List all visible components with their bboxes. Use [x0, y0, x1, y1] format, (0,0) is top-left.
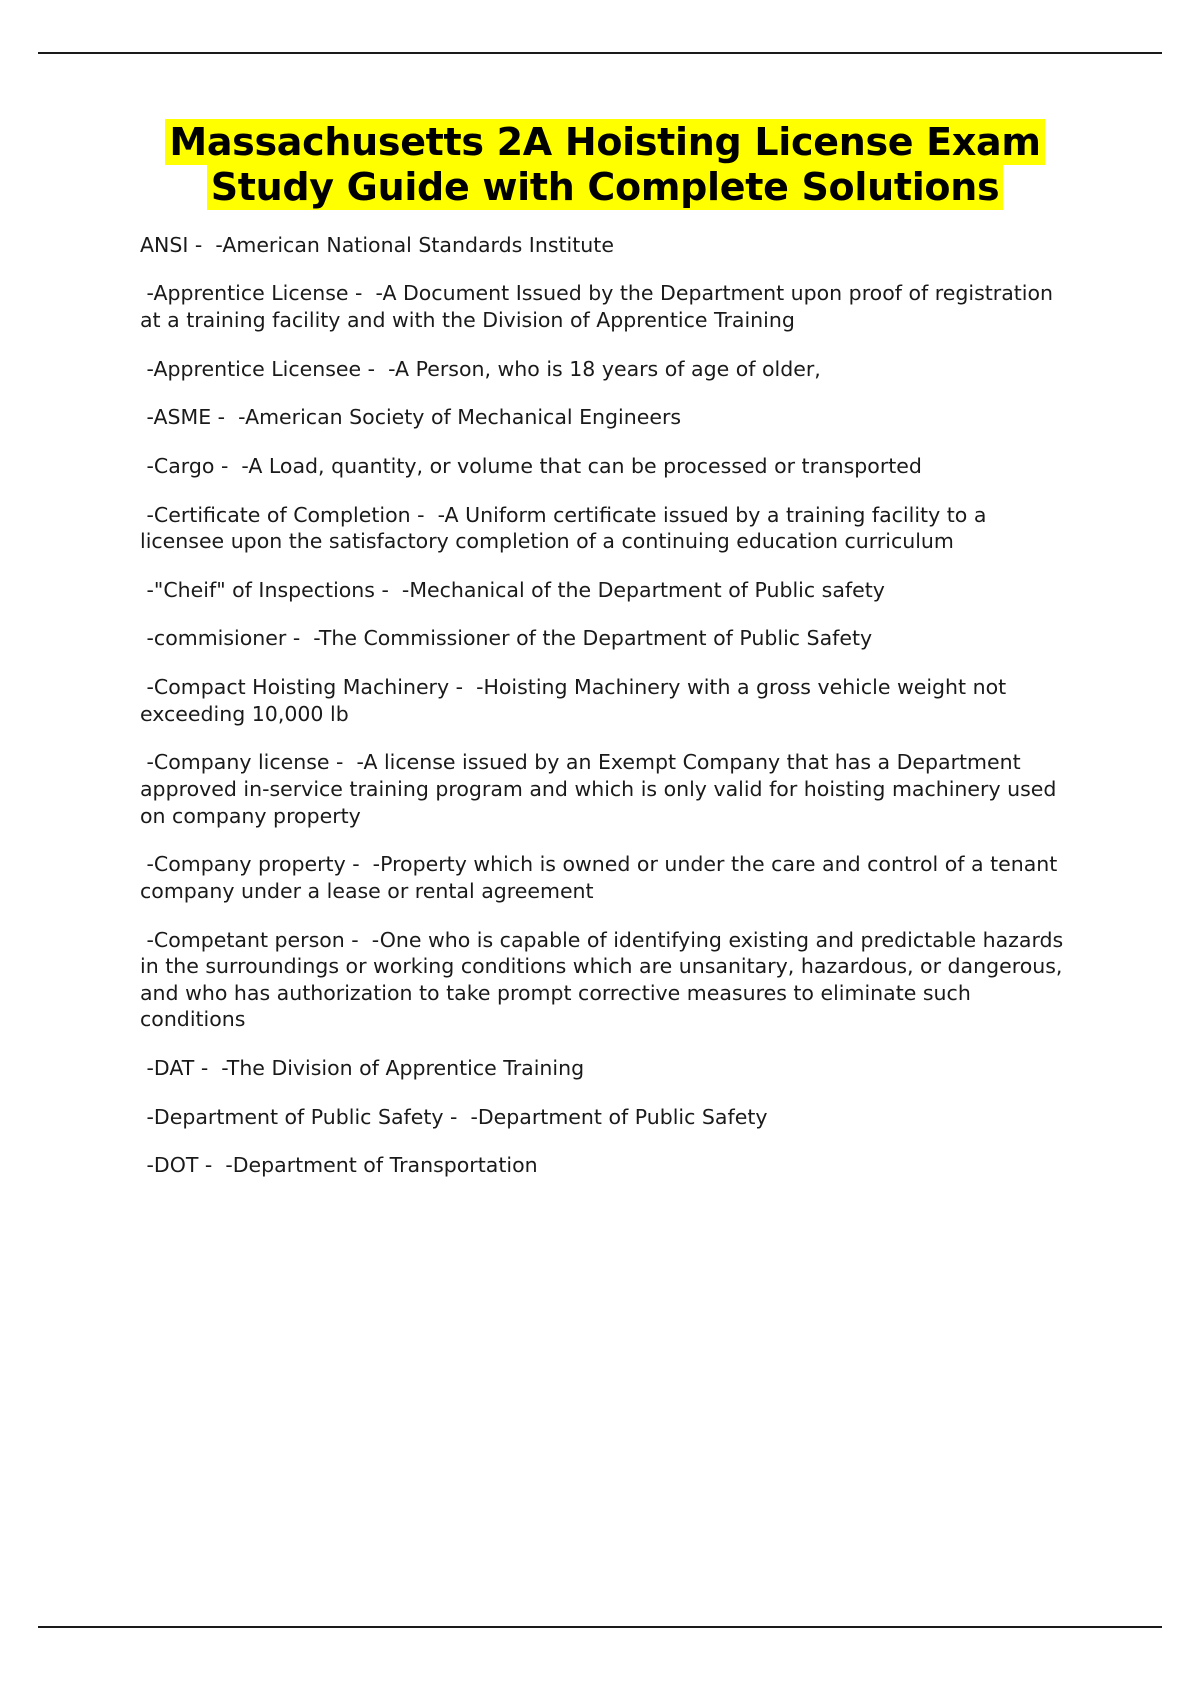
- glossary-definition: Mechanical of the Department of Public safety: [409, 577, 885, 602]
- glossary-separator: -: [214, 1056, 227, 1081]
- glossary-entry: [140, 1152, 1070, 1179]
- glossary-term: -Apprentice License -: [140, 281, 369, 306]
- page-title-line-1: Massachusetts 2A Hoisting License Exam: [165, 119, 1044, 165]
- glossary-separator: -: [208, 232, 223, 257]
- glossary-definition: A license issued by an Exempt Company that has a Department approved in-service training program and which is only valid for hoisting machinery used on company property: [140, 750, 1063, 828]
- glossary-entry: [140, 577, 1070, 604]
- glossary-entry: [140, 232, 1070, 259]
- glossary-definition: One who is capable of identifying existing and predictable hazards in the surroundings or working conditions which are unsanitary, hazardous, or dangerous, and who has authorization to take prompt corrective measures to eliminate such conditions: [140, 927, 1070, 1032]
- glossary-definition: American Society of Mechanical Engineers: [245, 405, 682, 430]
- glossary-definition: A Load, quantity, or volume that can be processed or transported: [248, 453, 922, 478]
- glossary-term: -Certificate of Completion -: [140, 502, 432, 527]
- glossary-term: ANSI -: [140, 232, 209, 257]
- glossary-term: -Company license -: [140, 750, 350, 775]
- glossary-separator: -: [234, 453, 249, 478]
- glossary-definition: The Commissioner of the Department of Public Safety: [318, 626, 873, 651]
- glossary-term: -Competant person -: [140, 927, 366, 952]
- glossary-entry: [140, 453, 1070, 480]
- footer-divider-line: [38, 1626, 1162, 1628]
- glossary-entry: [140, 749, 1070, 829]
- glossary-definition: A Uniform certificate issued by a training facility to a licensee upon the satisfactory completion of a continuing education curriculum: [140, 502, 993, 554]
- glossary-definition: American National Standards Institute: [222, 232, 614, 257]
- glossary-separator: -: [366, 852, 381, 877]
- glossary-entry: [140, 356, 1070, 383]
- glossary-entry-list: [140, 232, 1070, 1179]
- glossary-definition: Property which is owned or under the care and control of a tenant company under a lease or rental agreement: [140, 852, 1064, 903]
- glossary-entry: [140, 404, 1070, 431]
- glossary-separator: -: [231, 405, 246, 430]
- glossary-term: -DAT -: [140, 1056, 215, 1081]
- glossary-separator: -: [368, 281, 383, 306]
- glossary-separator: -: [218, 1153, 233, 1178]
- glossary-term: -Apprentice Licensee -: [140, 356, 382, 381]
- glossary-term: -Compact Hoisting Machinery -: [140, 675, 470, 700]
- glossary-term: -Department of Public Safety -: [140, 1104, 464, 1129]
- glossary-entry: [140, 674, 1070, 727]
- glossary-separator: -: [349, 750, 364, 775]
- glossary-term: -"Cheif" of Inspections -: [140, 577, 396, 602]
- glossary-separator: -: [431, 502, 445, 527]
- glossary-entry: [140, 502, 1070, 555]
- glossary-definition: Hoisting Machinery with a gross vehicle weight not exceeding 10,000 lb: [140, 675, 1013, 726]
- glossary-entry: [140, 851, 1070, 904]
- page-title-line-2: Study Guide with Complete Solutions: [207, 164, 1004, 210]
- page-title: [140, 120, 1070, 210]
- glossary-term: -DOT -: [140, 1153, 219, 1178]
- glossary-separator: -: [381, 356, 396, 381]
- glossary-definition: A Person, who is 18 years of age of older,: [395, 356, 821, 381]
- header-divider-line: [38, 52, 1162, 54]
- glossary-term: -Company property -: [140, 852, 367, 877]
- glossary-separator: -: [469, 675, 484, 700]
- glossary-separator: -: [365, 927, 380, 952]
- glossary-entry: [140, 280, 1070, 333]
- glossary-definition: The Division of Apprentice Training: [226, 1056, 585, 1081]
- glossary-separator: -: [395, 577, 410, 602]
- document-content: [140, 120, 1070, 1201]
- glossary-definition: A Document Issued by the Department upon proof of registration at a training facility and with the Division of Apprentice Training: [140, 281, 1060, 332]
- glossary-separator: -: [463, 1104, 478, 1129]
- glossary-separator: -: [306, 626, 319, 651]
- glossary-definition: Department of Transportation: [232, 1153, 538, 1178]
- glossary-entry: [140, 1104, 1070, 1131]
- glossary-term: -Cargo -: [140, 453, 235, 478]
- glossary-entry: [140, 625, 1070, 652]
- glossary-term: -commisioner -: [140, 626, 307, 651]
- glossary-entry: [140, 927, 1070, 1034]
- glossary-entry: [140, 1055, 1070, 1082]
- glossary-definition: Department of Public Safety: [477, 1104, 768, 1129]
- glossary-term: -ASME -: [140, 405, 232, 430]
